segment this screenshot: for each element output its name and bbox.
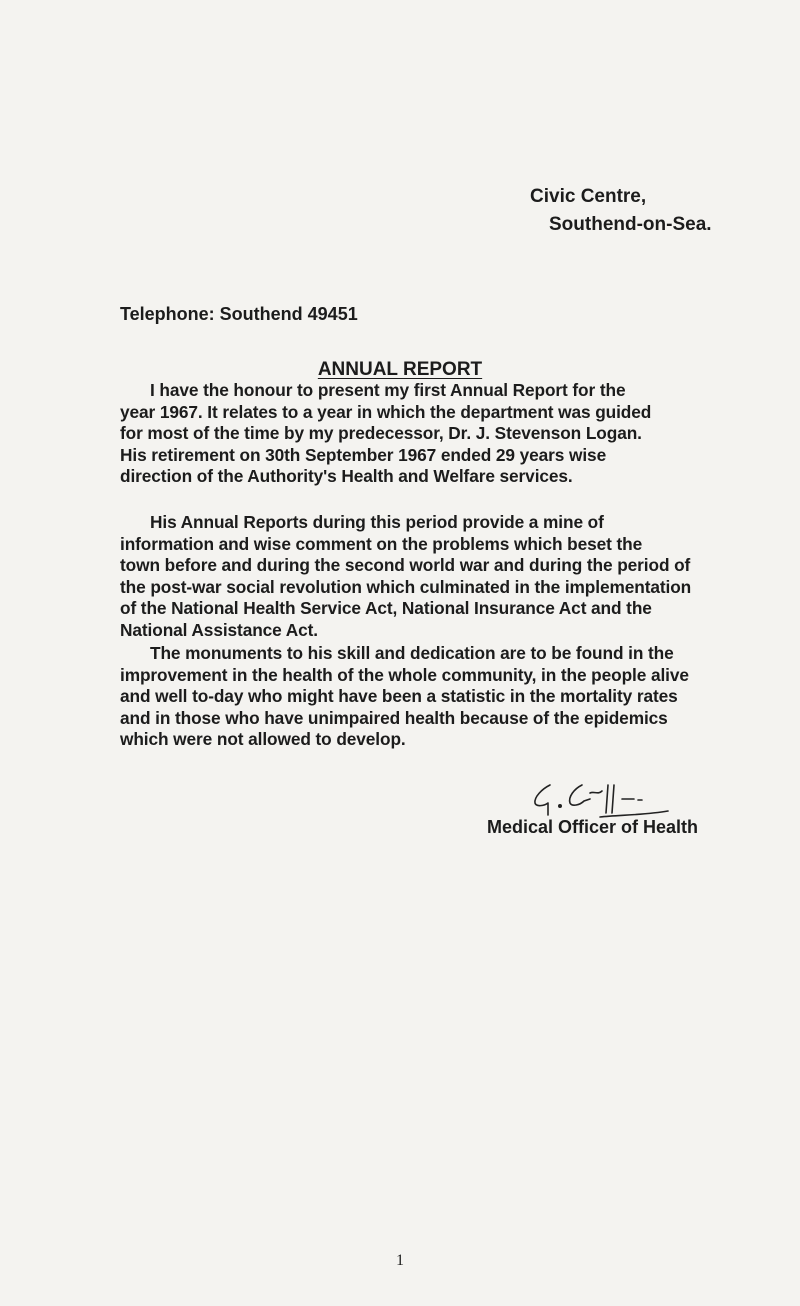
report-title [0, 359, 800, 381]
paragraph-2 [120, 512, 760, 641]
address-line-2: Southend-on-Sea. [549, 214, 712, 235]
telephone-line: Telephone: Southend 49451 [120, 304, 358, 324]
paragraph-line: of the National Health Service Act, National Insurance Act and the [120, 598, 652, 618]
address-block [530, 183, 712, 239]
paragraph-line: and well to-day who might have been a statistic in the mortality rates [120, 686, 678, 706]
paragraph-line: The monuments to his skill and dedication are to be found in the [150, 643, 674, 663]
paragraph-line: I have the honour to present my first Annual Report for the [150, 380, 626, 400]
paragraph-line: the post-war social revolution which culminated in the implementation [120, 576, 692, 597]
address-line-1: Civic Centre, [530, 186, 647, 207]
paragraph-line: year 1967. It relates to a year in which the department was guided [120, 401, 652, 422]
paragraph-line: His Annual Reports during this period provide a mine of [150, 512, 604, 532]
signoff-title: Medical Officer of Health [487, 817, 699, 837]
paragraph-line: improvement in the health of the whole community, in the people alive [120, 664, 689, 685]
paragraph-line: His retirement on 30th September 1967 ended 29 years wise [120, 444, 607, 465]
handwritten-signature [530, 773, 670, 823]
paragraph-line: which were not allowed to develop. [120, 729, 406, 749]
paragraph-line: information and wise comment on the problems which beset the [120, 533, 643, 554]
paragraph-line: and in those who have unimpaired health because of the epidemics [120, 707, 668, 728]
paragraph-line: for most of the time by my predecessor, Dr. J. Stevenson Logan. [120, 423, 642, 443]
page-number: 1 [396, 1252, 404, 1269]
paragraph-1 [120, 380, 760, 488]
paragraph-3 [120, 643, 760, 751]
paragraph-line: National Assistance Act. [120, 619, 318, 640]
report-title-text: ANNUAL REPORT [317, 359, 483, 380]
paragraph-line: town before and during the second world war and during the period of [120, 555, 691, 575]
paragraph-line: direction of the Authority's Health and Welfare services. [120, 466, 573, 486]
